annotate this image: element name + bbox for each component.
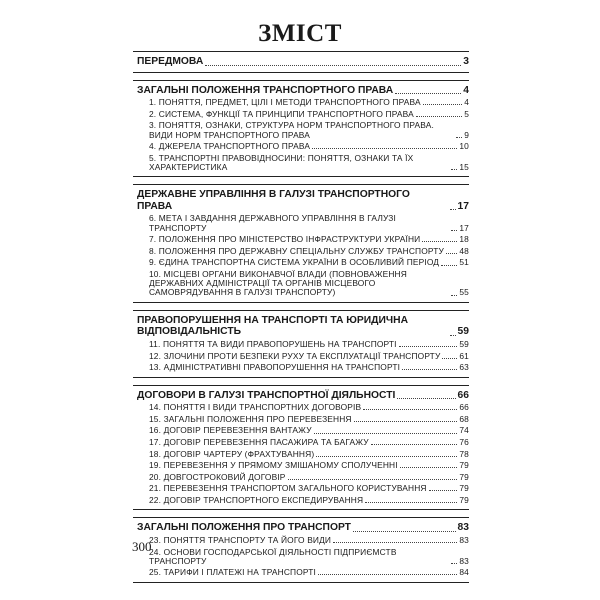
entry-page: 63 bbox=[459, 362, 469, 373]
section-page: 66 bbox=[457, 389, 469, 401]
entry-label: 1. ПОНЯТТЯ, ПРЕДМЕТ, ЦІЛІ І МЕТОДИ ТРАНСПОРТНОГО ПРАВА bbox=[149, 97, 421, 108]
entry-label: 3. ПОНЯТТЯ, ОЗНАКИ, СТРУКТУРА НОРМ ТРАНСПОРТНОГО ПРАВА. ВИДИ НОРМ ТРАНСПОРТНОГО ПРАВА bbox=[149, 120, 434, 140]
dot-leader bbox=[371, 444, 458, 445]
entry-page: 68 bbox=[459, 413, 469, 424]
toc-section-heading[interactable] bbox=[133, 387, 469, 403]
dot-leader bbox=[316, 456, 457, 457]
toc-entry[interactable] bbox=[133, 535, 469, 547]
entry-page: 18 bbox=[459, 234, 469, 245]
dot-leader bbox=[205, 65, 461, 66]
dot-leader bbox=[451, 230, 457, 231]
entry-label: 4. ДЖЕРЕЛА ТРАНСПОРТНОГО ПРАВА bbox=[149, 141, 311, 152]
dot-leader bbox=[450, 335, 456, 336]
toc-entry[interactable] bbox=[133, 472, 469, 484]
entry-page: 83 bbox=[459, 555, 469, 566]
entry-page: 79 bbox=[459, 471, 469, 482]
dot-leader bbox=[333, 542, 457, 543]
dot-leader bbox=[423, 104, 462, 105]
toc-entry[interactable] bbox=[133, 460, 469, 472]
toc-entry[interactable] bbox=[133, 448, 469, 460]
entry-label: 11. ПОНЯТТЯ ТА ВИДИ ПРАВОПОРУШЕНЬ НА ТРАНСПОРТІ bbox=[149, 338, 397, 349]
section-label: ПЕРЕДМОВА bbox=[137, 56, 204, 67]
dot-leader bbox=[312, 148, 457, 149]
entry-page: 74 bbox=[459, 425, 469, 436]
entry-label: 22. ДОГОВІР ТРАНСПОРТНОГО ЕКСПЕДИРУВАННЯ bbox=[149, 494, 364, 505]
entry-label: 15. ЗАГАЛЬНІ ПОЛОЖЕННЯ ПРО ПЕРЕВЕЗЕННЯ bbox=[149, 413, 352, 424]
toc-entry[interactable] bbox=[133, 437, 469, 449]
toc-entry[interactable] bbox=[133, 234, 469, 246]
entry-page: 17 bbox=[459, 222, 469, 233]
dot-leader bbox=[397, 398, 455, 399]
toc-entry[interactable] bbox=[133, 425, 469, 437]
dot-leader bbox=[429, 490, 458, 491]
entry-page: 66 bbox=[459, 402, 469, 413]
entry-label: 12. ЗЛОЧИНИ ПРОТИ БЕЗПЕКИ РУХУ ТА ЕКСПЛУАТАЦІЇ ТРАНСПОРТУ bbox=[149, 350, 441, 361]
section-page: 17 bbox=[457, 200, 469, 212]
entry-label: 10. МІСЦЕВІ ОРГАНИ ВИКОНАВЧОЇ ВЛАДИ (ПОВНОВАЖЕННЯ ДЕРЖАВНИХ АДМІНІСТРАЦІЇ ТА ОРГАНІВ МІСЦЕВОГО САМОВРЯДУВАННЯ В ГАЛУЗІ ТРАНСПОРТУ) bbox=[149, 269, 407, 298]
entry-label: 13. АДМІНІСТРАТИВНІ ПРАВОПОРУШЕННЯ НА ТРАНСПОРТІ bbox=[149, 362, 401, 373]
entry-page: 9 bbox=[464, 129, 469, 140]
toc-entry[interactable] bbox=[133, 350, 469, 362]
dot-leader bbox=[456, 137, 462, 138]
toc-entry[interactable] bbox=[133, 414, 469, 426]
dot-leader bbox=[451, 563, 457, 564]
section-page: 59 bbox=[457, 326, 469, 338]
section-label: ДОГОВОРИ В ГАЛУЗІ ТРАНСПОРТНОЇ ДІЯЛЬНОСТІ bbox=[137, 389, 396, 401]
dot-leader bbox=[395, 93, 461, 94]
entry-label: 21. ПЕРЕВЕЗЕННЯ ТРАНСПОРТОМ ЗАГАЛЬНОГО КОРИСТУВАННЯ bbox=[149, 483, 427, 494]
entry-page: 51 bbox=[459, 257, 469, 268]
toc-section-heading[interactable] bbox=[133, 82, 469, 98]
entry-page: 10 bbox=[459, 141, 469, 152]
dot-leader bbox=[399, 346, 458, 347]
dot-leader bbox=[318, 574, 457, 575]
entry-label: 19. ПЕРЕВЕЗЕННЯ У ПРЯМОМУ ЗМІШАНОМУ СПОЛУЧЕННІ bbox=[149, 460, 398, 471]
toc-section bbox=[133, 385, 469, 511]
entry-label: 6. МЕТА І ЗАВДАННЯ ДЕРЖАВНОГО УПРАВЛІННЯ В ГАЛУЗІ ТРАНСПОРТУ bbox=[149, 213, 396, 233]
toc-section bbox=[133, 51, 469, 73]
toc-section bbox=[133, 517, 469, 582]
toc-entry[interactable] bbox=[133, 339, 469, 351]
toc-section-heading[interactable] bbox=[133, 53, 469, 69]
entry-label: 23. ПОНЯТТЯ ТРАНСПОРТУ ТА ЙОГО ВИДИ bbox=[149, 534, 332, 545]
dot-leader bbox=[363, 409, 457, 410]
toc-entry[interactable] bbox=[133, 546, 469, 567]
entry-page: 84 bbox=[459, 567, 469, 578]
entry-page: 4 bbox=[464, 97, 469, 108]
entry-page: 15 bbox=[459, 161, 469, 172]
entry-label: 20. ДОВГОСТРОКОВИЙ ДОГОВІР bbox=[149, 471, 286, 482]
entry-page: 55 bbox=[459, 287, 469, 298]
toc-entry[interactable] bbox=[133, 495, 469, 507]
toc-entry[interactable] bbox=[133, 362, 469, 374]
entry-label: 5. ТРАНСПОРТНІ ПРАВОВІДНОСИНИ: ПОНЯТТЯ, ОЗНАКИ ТА ЇХ ХАРАКТЕРИСТИКА bbox=[149, 152, 414, 172]
entry-label: 14. ПОНЯТТЯ І ВИДИ ТРАНСПОРТНИХ ДОГОВОРІВ bbox=[149, 402, 362, 413]
entry-page: 79 bbox=[459, 494, 469, 505]
toc-entry[interactable] bbox=[133, 213, 469, 234]
entry-page: 79 bbox=[459, 483, 469, 494]
page-number: 300 bbox=[132, 539, 152, 554]
section-label: ДЕРЖАВНЕ УПРАВЛІННЯ В ГАЛУЗІ ТРАНСПОРТНОГО ПРАВА bbox=[137, 189, 410, 212]
toc-entry[interactable] bbox=[133, 483, 469, 495]
entry-label: 17. ДОГОВІР ПЕРЕВЕЗЕННЯ ПАСАЖИРА ТА БАГАЖУ bbox=[149, 436, 369, 447]
entry-label: 18. ДОГОВІР ЧАРТЕРУ (ФРАХТУВАННЯ) bbox=[149, 448, 315, 459]
toc-entry[interactable] bbox=[133, 269, 469, 299]
toc-entry[interactable] bbox=[133, 567, 469, 579]
entry-label: 7. ПОЛОЖЕННЯ ПРО МІНІСТЕРСТВО ІНФРАСТРУКТУРИ УКРАЇНИ bbox=[149, 234, 421, 245]
entry-page: 61 bbox=[459, 350, 469, 361]
entry-page: 83 bbox=[459, 534, 469, 545]
dot-leader bbox=[353, 531, 456, 532]
entry-label: 9. ЄДИНА ТРАНСПОРТНА СИСТЕМА УКРАЇНИ В ОСОБЛИВИЙ ПЕРІОД bbox=[149, 257, 440, 268]
entry-label: 16. ДОГОВІР ПЕРЕВЕЗЕННЯ ВАНТАЖУ bbox=[149, 425, 312, 436]
entry-page: 79 bbox=[459, 460, 469, 471]
toc-entry[interactable] bbox=[133, 257, 469, 269]
toc-section bbox=[133, 80, 469, 178]
toc-section-heading[interactable] bbox=[133, 312, 469, 339]
entry-page: 5 bbox=[464, 108, 469, 119]
toc-entry[interactable] bbox=[133, 120, 469, 141]
dot-leader bbox=[446, 253, 457, 254]
section-label: ЗАГАЛЬНІ ПОЛОЖЕННЯ ТРАНСПОРТНОГО ПРАВА bbox=[137, 84, 394, 96]
toc-section-heading[interactable] bbox=[133, 519, 469, 535]
table-of-contents bbox=[133, 51, 469, 583]
dot-leader bbox=[441, 265, 457, 266]
section-page: 83 bbox=[457, 522, 469, 534]
entry-label: 24. ОСНОВИ ГОСПОДАРСЬКОЇ ДІЯЛЬНОСТІ ПІДПРИЄМСТВ ТРАНСПОРТУ bbox=[149, 546, 397, 566]
toc-entry[interactable] bbox=[133, 109, 469, 121]
dot-leader bbox=[402, 369, 457, 370]
toc-entry[interactable] bbox=[133, 402, 469, 414]
dot-leader bbox=[400, 467, 458, 468]
dot-leader bbox=[365, 502, 457, 503]
dot-leader bbox=[442, 358, 457, 359]
section-label: ПРАВОПОРУШЕННЯ НА ТРАНСПОРТІ ТА ЮРИДИЧНА ВІДПОВІДАЛЬНІСТЬ bbox=[137, 314, 409, 338]
toc-section bbox=[133, 310, 469, 378]
dot-leader bbox=[451, 169, 457, 170]
dot-leader bbox=[288, 479, 458, 480]
section-page: 3 bbox=[463, 56, 469, 67]
toc-section-heading[interactable] bbox=[133, 186, 469, 213]
dot-leader bbox=[451, 295, 457, 296]
entry-label: 25. ТАРИФИ І ПЛАТЕЖІ НА ТРАНСПОРТІ bbox=[149, 567, 316, 578]
toc-entry[interactable] bbox=[133, 153, 469, 174]
toc-entry[interactable] bbox=[133, 97, 469, 109]
dot-leader bbox=[450, 209, 456, 210]
toc-entry[interactable] bbox=[133, 246, 469, 258]
entry-label: 8. ПОЛОЖЕННЯ ПРО ДЕРЖАВНУ СПЕЦІАЛЬНУ СЛУЖБУ ТРАНСПОРТУ bbox=[149, 245, 444, 256]
section-label: ЗАГАЛЬНІ ПОЛОЖЕННЯ ПРО ТРАНСПОРТ bbox=[137, 522, 351, 534]
section-page: 4 bbox=[463, 84, 469, 96]
entry-page: 59 bbox=[459, 338, 469, 349]
entry-page: 78 bbox=[459, 448, 469, 459]
dot-leader bbox=[314, 433, 458, 434]
page-title: ЗМІСТ bbox=[258, 20, 342, 47]
dot-leader bbox=[416, 116, 462, 117]
dot-leader bbox=[354, 421, 458, 422]
entry-page: 48 bbox=[459, 245, 469, 256]
entry-label: 2. СИСТЕМА, ФУНКЦІЇ ТА ПРИНЦИПИ ТРАНСПОРТНОГО ПРАВА bbox=[149, 108, 414, 119]
toc-section bbox=[133, 184, 469, 303]
entry-page: 76 bbox=[459, 436, 469, 447]
toc-entry[interactable] bbox=[133, 141, 469, 153]
dot-leader bbox=[422, 241, 457, 242]
